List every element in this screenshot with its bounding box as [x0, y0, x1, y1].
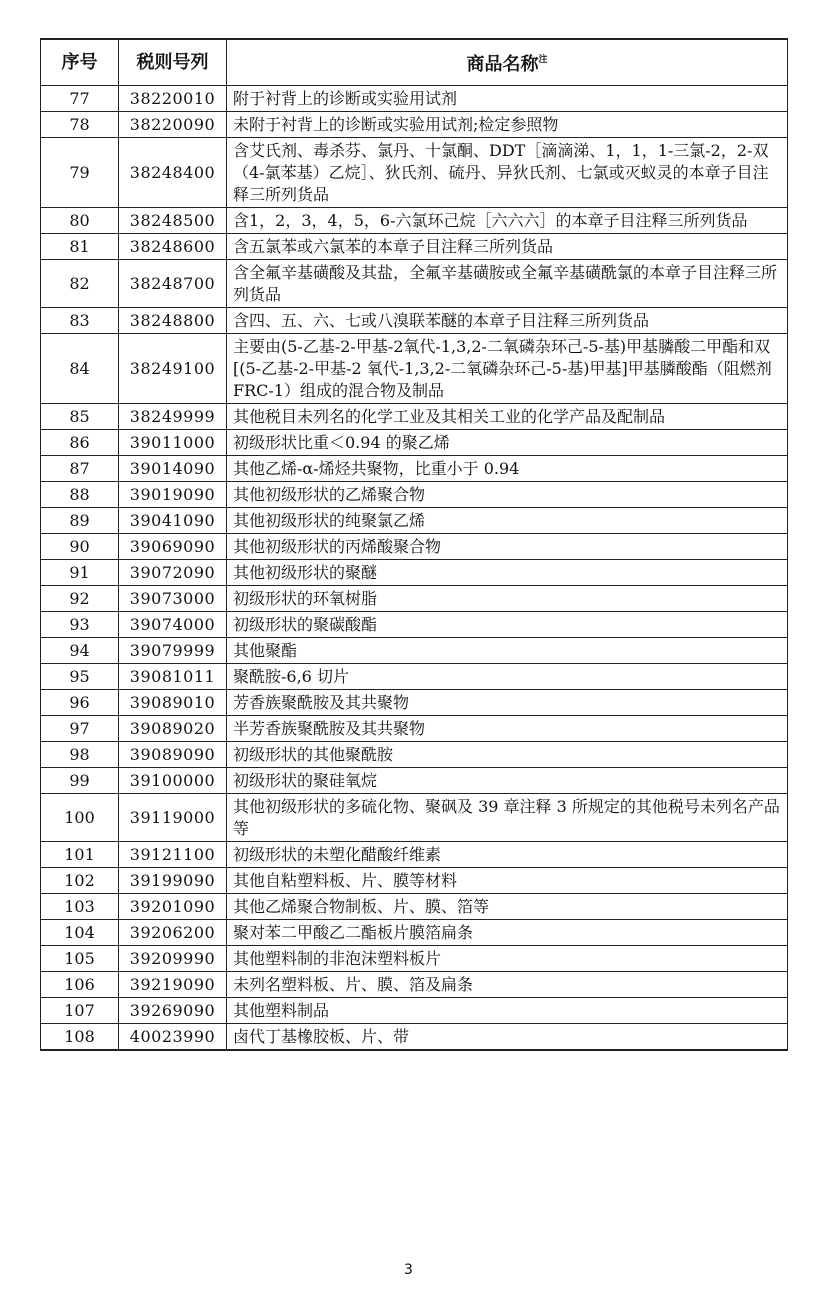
row-serial-number: 104 — [41, 920, 119, 946]
row-serial-number: 92 — [41, 586, 119, 612]
row-tariff-code: 38248500 — [119, 208, 227, 234]
row-serial-number: 85 — [41, 404, 119, 430]
row-product-name: 其他初级形状的聚醚 — [227, 560, 788, 586]
row-product-name: 未列名塑料板、片、膜、箔及扁条 — [227, 972, 788, 998]
row-tariff-code: 39019090 — [119, 482, 227, 508]
row-product-name: 初级形状的其他聚酰胺 — [227, 742, 788, 768]
table-row — [41, 308, 788, 334]
row-product-name: 初级形状的聚硅氧烷 — [227, 768, 788, 794]
row-product-name: 初级形状比重＜0.94 的聚乙烯 — [227, 430, 788, 456]
row-serial-number: 89 — [41, 508, 119, 534]
row-tariff-code: 39079999 — [119, 638, 227, 664]
row-product-name: 其他塑料制品 — [227, 998, 788, 1024]
row-product-name: 未附于衬背上的诊断或实验用试剂;检定参照物 — [227, 112, 788, 138]
table-row — [41, 742, 788, 768]
row-serial-number: 78 — [41, 112, 119, 138]
tariff-table — [40, 38, 788, 1051]
row-tariff-code: 39100000 — [119, 768, 227, 794]
table-row — [41, 612, 788, 638]
row-tariff-code: 40023990 — [119, 1024, 227, 1051]
row-tariff-code: 38249100 — [119, 334, 227, 404]
row-product-name: 半芳香族聚酰胺及其共聚物 — [227, 716, 788, 742]
row-serial-number: 95 — [41, 664, 119, 690]
table-row — [41, 508, 788, 534]
row-product-name: 芳香族聚酰胺及其共聚物 — [227, 690, 788, 716]
row-product-name: 含四、五、六、七或八溴联苯醚的本章子目注释三所列货品 — [227, 308, 788, 334]
table-row — [41, 112, 788, 138]
row-tariff-code: 38248700 — [119, 260, 227, 308]
row-product-name: 其他初级形状的纯聚氯乙烯 — [227, 508, 788, 534]
row-product-name: 其他塑料制的非泡沫塑料板片 — [227, 946, 788, 972]
table-row — [41, 972, 788, 998]
row-serial-number: 93 — [41, 612, 119, 638]
header-note-mark: 注 — [538, 55, 548, 65]
table-row — [41, 920, 788, 946]
row-product-name: 初级形状的未塑化醋酸纤维素 — [227, 842, 788, 868]
row-serial-number: 80 — [41, 208, 119, 234]
table-row — [41, 690, 788, 716]
table-row — [41, 260, 788, 308]
table-row — [41, 208, 788, 234]
row-product-name: 含1，2，3，4，5，6-六氯环己烷［六六六］的本章子目注释三所列货品 — [227, 208, 788, 234]
row-product-name: 其他乙烯-α-烯烃共聚物，比重小于 0.94 — [227, 456, 788, 482]
table-row — [41, 560, 788, 586]
row-product-name: 其他初级形状的丙烯酸聚合物 — [227, 534, 788, 560]
table-row — [41, 334, 788, 404]
table-row — [41, 534, 788, 560]
table-row — [41, 138, 788, 208]
table-row — [41, 868, 788, 894]
header-product-name — [227, 39, 788, 86]
table-row — [41, 234, 788, 260]
header-tariff-code: 税则号列 — [119, 39, 227, 86]
row-tariff-code: 39201090 — [119, 894, 227, 920]
table-row — [41, 456, 788, 482]
row-serial-number: 86 — [41, 430, 119, 456]
row-serial-number: 96 — [41, 690, 119, 716]
row-product-name: 其他聚酯 — [227, 638, 788, 664]
row-serial-number: 98 — [41, 742, 119, 768]
table-row — [41, 664, 788, 690]
row-product-name: 含全氟辛基磺酸及其盐，全氟辛基磺胺或全氟辛基磺酰氯的本章子目注释三所列货品 — [227, 260, 788, 308]
row-tariff-code: 38248600 — [119, 234, 227, 260]
row-serial-number: 77 — [41, 86, 119, 112]
row-serial-number: 106 — [41, 972, 119, 998]
row-tariff-code: 38248800 — [119, 308, 227, 334]
row-serial-number: 103 — [41, 894, 119, 920]
row-product-name: 聚酰胺-6,6 切片 — [227, 664, 788, 690]
row-tariff-code: 39209990 — [119, 946, 227, 972]
row-tariff-code: 39089090 — [119, 742, 227, 768]
table-row — [41, 586, 788, 612]
row-serial-number: 87 — [41, 456, 119, 482]
row-serial-number: 100 — [41, 794, 119, 842]
row-serial-number: 102 — [41, 868, 119, 894]
row-tariff-code: 39011000 — [119, 430, 227, 456]
table-row — [41, 716, 788, 742]
row-product-name: 聚对苯二甲酸乙二酯板片膜箔扁条 — [227, 920, 788, 946]
row-tariff-code: 39041090 — [119, 508, 227, 534]
table-header — [41, 39, 788, 86]
row-serial-number: 81 — [41, 234, 119, 260]
row-tariff-code: 39119000 — [119, 794, 227, 842]
row-tariff-code: 38220090 — [119, 112, 227, 138]
row-tariff-code: 39219090 — [119, 972, 227, 998]
row-serial-number: 83 — [41, 308, 119, 334]
row-tariff-code: 39014090 — [119, 456, 227, 482]
row-product-name: 初级形状的聚碳酸酯 — [227, 612, 788, 638]
table-row — [41, 404, 788, 430]
row-serial-number: 91 — [41, 560, 119, 586]
row-tariff-code: 39206200 — [119, 920, 227, 946]
row-serial-number: 82 — [41, 260, 119, 308]
row-tariff-code: 39089010 — [119, 690, 227, 716]
row-product-name: 含五氯苯或六氯苯的本章子目注释三所列货品 — [227, 234, 788, 260]
table-row — [41, 482, 788, 508]
table-row — [41, 894, 788, 920]
table-row — [41, 768, 788, 794]
row-serial-number: 79 — [41, 138, 119, 208]
row-serial-number: 94 — [41, 638, 119, 664]
table-row — [41, 1024, 788, 1051]
row-tariff-code: 38220010 — [119, 86, 227, 112]
row-serial-number: 108 — [41, 1024, 119, 1051]
row-product-name: 主要由(5-乙基-2-甲基-2氧代-1,3,2-二氧磷杂环己-5-基)甲基膦酸二甲酯和双[(5-乙基-2-甲基-2 氧代-1,3,2-二氧磷杂环己-5-基)甲基]甲基膦酸酯（阻燃剂 FRC-1）组成的混合物及制品 — [227, 334, 788, 404]
row-tariff-code: 39072090 — [119, 560, 227, 586]
row-tariff-code: 39074000 — [119, 612, 227, 638]
row-product-name: 卤代丁基橡胶板、片、带 — [227, 1024, 788, 1051]
row-tariff-code: 39121100 — [119, 842, 227, 868]
row-product-name: 其他初级形状的多硫化物、聚砜及 39 章注释 3 所规定的其他税号未列名产品等 — [227, 794, 788, 842]
row-product-name: 其他初级形状的乙烯聚合物 — [227, 482, 788, 508]
row-product-name: 其他税目未列名的化学工业及其相关工业的化学产品及配制品 — [227, 404, 788, 430]
row-tariff-code: 39069090 — [119, 534, 227, 560]
table-row — [41, 794, 788, 842]
row-serial-number: 101 — [41, 842, 119, 868]
row-product-name: 附于衬背上的诊断或实验用试剂 — [227, 86, 788, 112]
table-body — [41, 86, 788, 1051]
row-serial-number: 105 — [41, 946, 119, 972]
header-product-name-label: 商品名称 — [466, 54, 539, 75]
row-product-name: 含艾氏剂、毒杀芬、氯丹、十氯酮、DDT［滴滴涕、1，1，1-三氯-2，2-双（4-氯苯基）乙烷］、狄氏剂、硫丹、异狄氏剂、七氯或灭蚁灵的本章子目注释三所列货品 — [227, 138, 788, 208]
row-product-name: 其他自粘塑料板、片、膜等材料 — [227, 868, 788, 894]
row-serial-number: 97 — [41, 716, 119, 742]
table-row — [41, 638, 788, 664]
table-row — [41, 430, 788, 456]
row-serial-number: 84 — [41, 334, 119, 404]
row-tariff-code: 39073000 — [119, 586, 227, 612]
row-serial-number: 99 — [41, 768, 119, 794]
row-product-name: 初级形状的环氧树脂 — [227, 586, 788, 612]
row-serial-number: 88 — [41, 482, 119, 508]
header-serial-number: 序号 — [41, 39, 119, 86]
row-tariff-code: 38248400 — [119, 138, 227, 208]
table-row — [41, 86, 788, 112]
table-row — [41, 998, 788, 1024]
header-row — [41, 39, 788, 86]
table-row — [41, 946, 788, 972]
row-tariff-code: 39089020 — [119, 716, 227, 742]
row-tariff-code: 38249999 — [119, 404, 227, 430]
row-tariff-code: 39269090 — [119, 998, 227, 1024]
row-tariff-code: 39081011 — [119, 664, 227, 690]
page-number: 3 — [404, 1262, 413, 1278]
row-tariff-code: 39199090 — [119, 868, 227, 894]
table-row — [41, 842, 788, 868]
row-product-name: 其他乙烯聚合物制板、片、膜、箔等 — [227, 894, 788, 920]
row-serial-number: 90 — [41, 534, 119, 560]
row-serial-number: 107 — [41, 998, 119, 1024]
